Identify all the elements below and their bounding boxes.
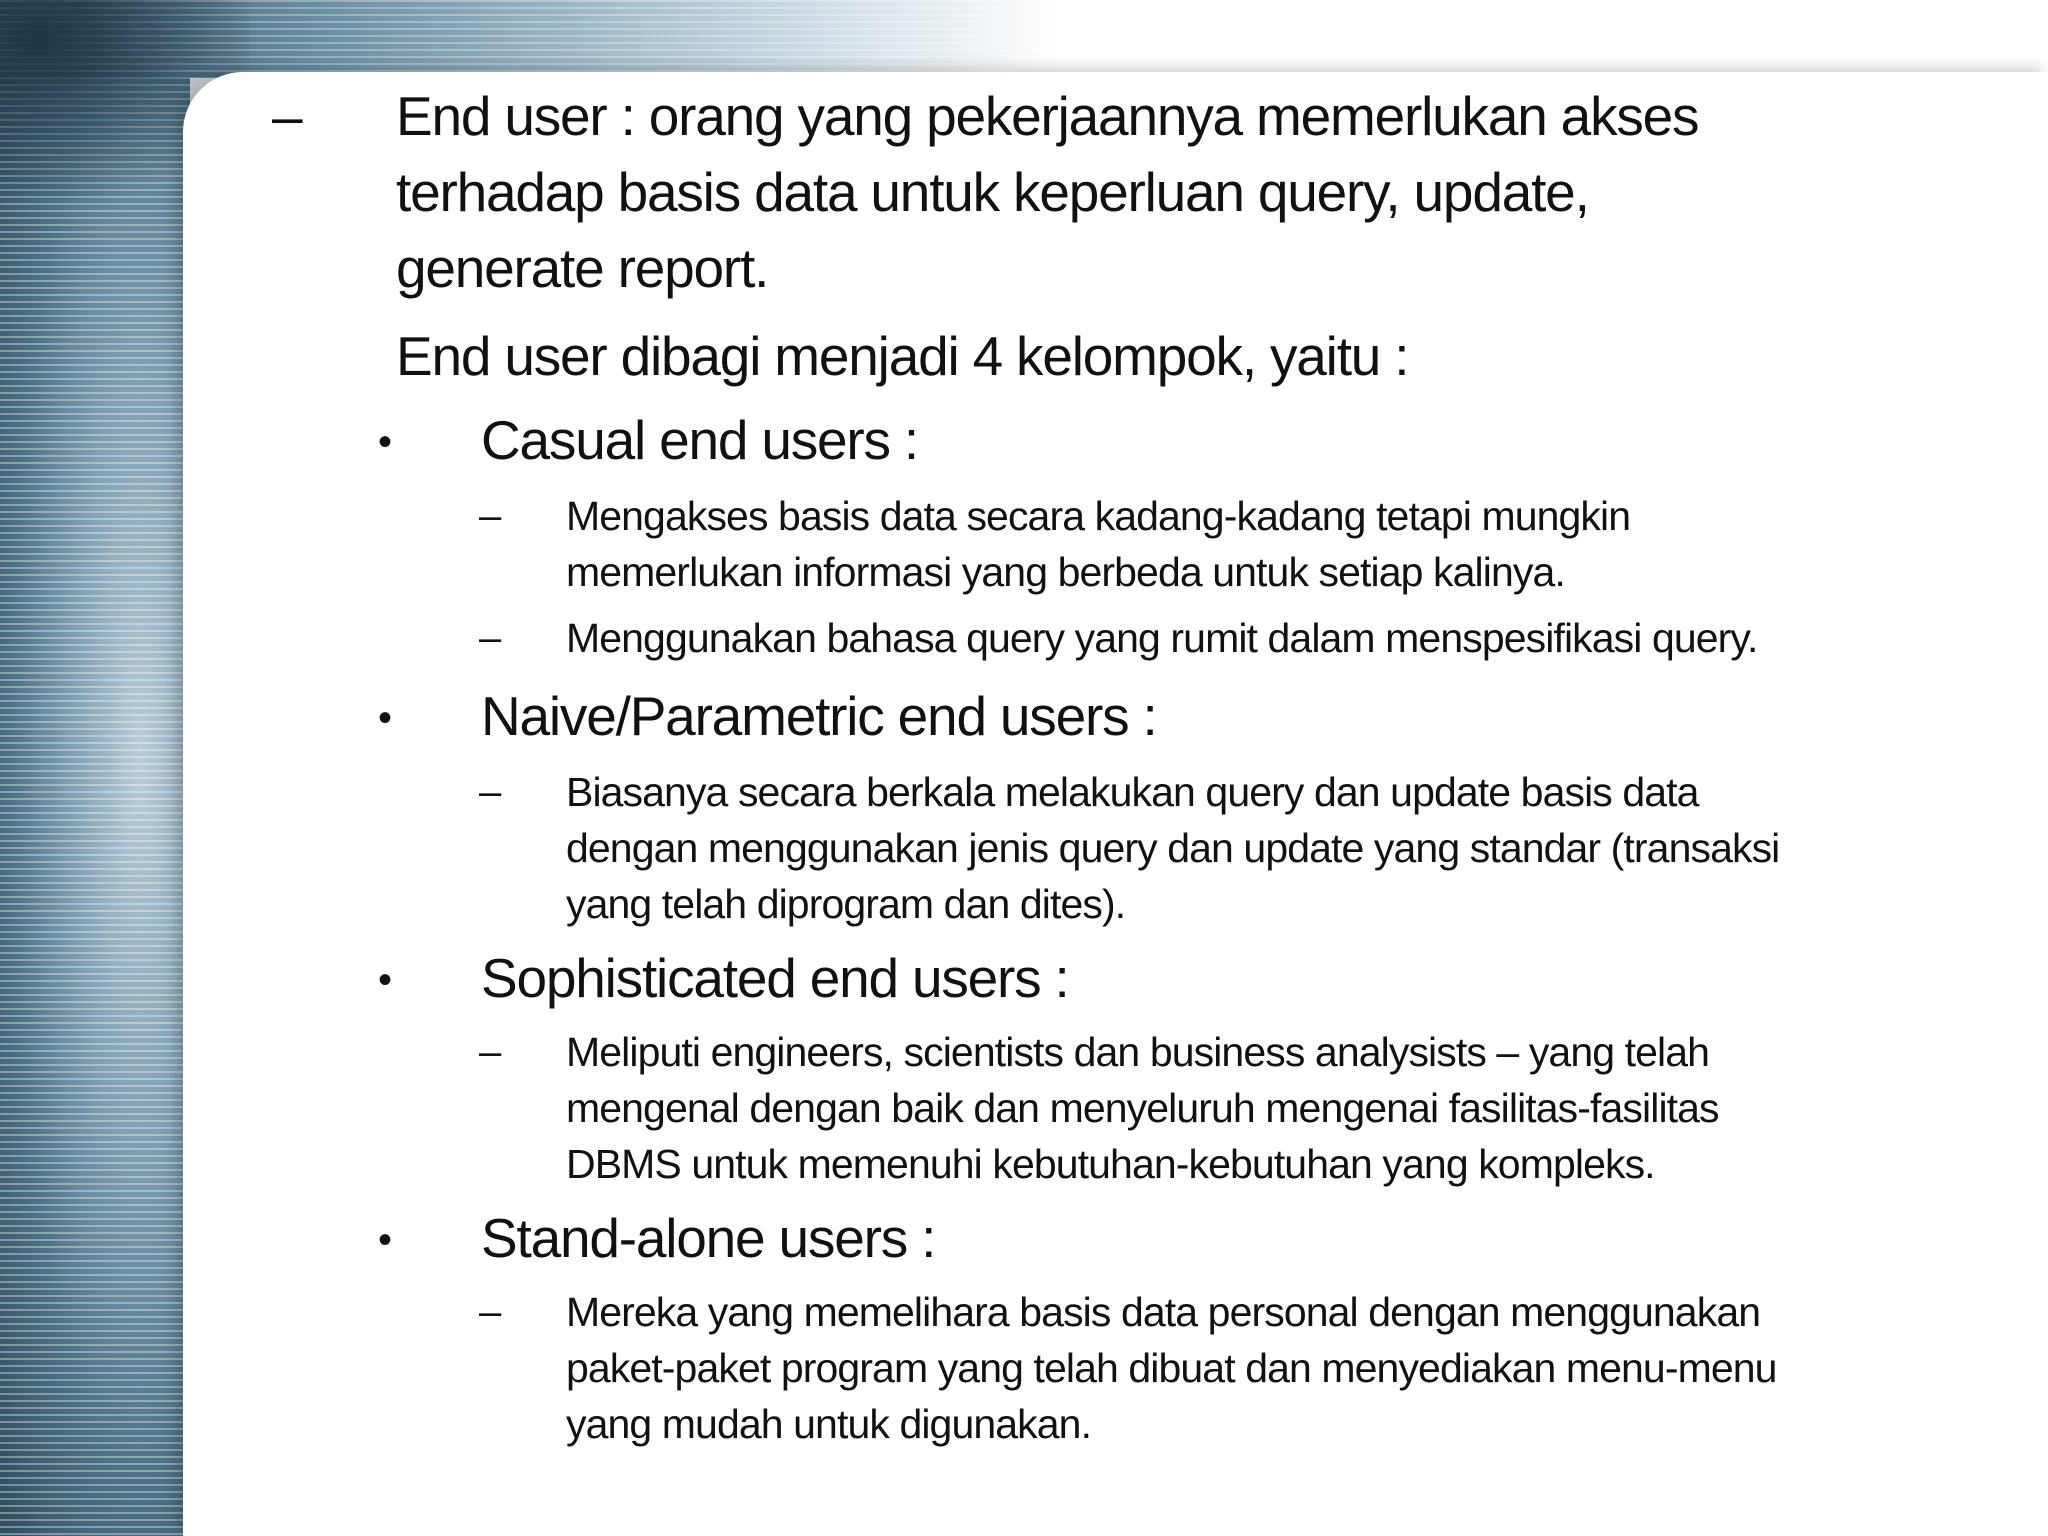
subitem-line: Meliputi engineers, scientists dan business analysists – yang telah bbox=[566, 1029, 1710, 1075]
dash-marker: – bbox=[272, 85, 303, 147]
group-title: Stand-alone users : bbox=[481, 1207, 936, 1269]
subitem-line: dengan menggunakan jenis query dan update yang standar (transaksi bbox=[566, 825, 1780, 871]
subitem-line: Menggunakan bahasa query yang rumit dalam menspesifikasi query. bbox=[566, 615, 1758, 661]
subitem-line: mengenal dengan baik dan menyeluruh mengenai fasilitas-fasilitas bbox=[566, 1085, 1719, 1131]
subitem-line: Biasanya secara berkala melakukan query dan update basis data bbox=[566, 769, 1699, 815]
subitem-line: DBMS untuk memenuhi kebutuhan-kebutuhan yang kompleks. bbox=[566, 1141, 1655, 1187]
intro-line: End user : orang yang pekerjaannya memerlukan akses bbox=[396, 85, 1699, 147]
dash-marker: – bbox=[479, 494, 502, 538]
subitem-line: Mereka yang memelihara basis data personal dengan menggunakan bbox=[566, 1289, 1761, 1335]
bullet-marker: • bbox=[378, 696, 393, 740]
bullet-marker: • bbox=[378, 958, 393, 1002]
intro-line: terhadap basis data untuk keperluan query, update, bbox=[396, 161, 1589, 223]
subitem-line: paket-paket program yang telah dibuat dan menyediakan menu-menu bbox=[566, 1345, 1777, 1391]
group-title: Naive/Parametric end users : bbox=[481, 685, 1157, 747]
subitem-line: Mengakses basis data secara kadang-kadang tetapi mungkin bbox=[566, 493, 1631, 539]
intro-note: End user dibagi menjadi 4 kelompok, yaitu : bbox=[396, 325, 1409, 387]
dash-marker: – bbox=[479, 1030, 502, 1074]
subitem-line: yang mudah untuk digunakan. bbox=[566, 1401, 1092, 1447]
dash-marker: – bbox=[479, 616, 502, 660]
intro-line: generate report. bbox=[396, 237, 769, 299]
subitem-line: memerlukan informasi yang berbeda untuk setiap kalinya. bbox=[566, 549, 1565, 595]
bullet-marker: • bbox=[378, 420, 393, 464]
bullet-marker: • bbox=[378, 1218, 393, 1262]
group-title: Sophisticated end users : bbox=[481, 947, 1069, 1009]
dash-marker: – bbox=[479, 1290, 502, 1334]
subitem-line: yang telah diprogram dan dites). bbox=[566, 881, 1126, 927]
dash-marker: – bbox=[479, 770, 502, 814]
group-title: Casual end users : bbox=[481, 409, 918, 471]
